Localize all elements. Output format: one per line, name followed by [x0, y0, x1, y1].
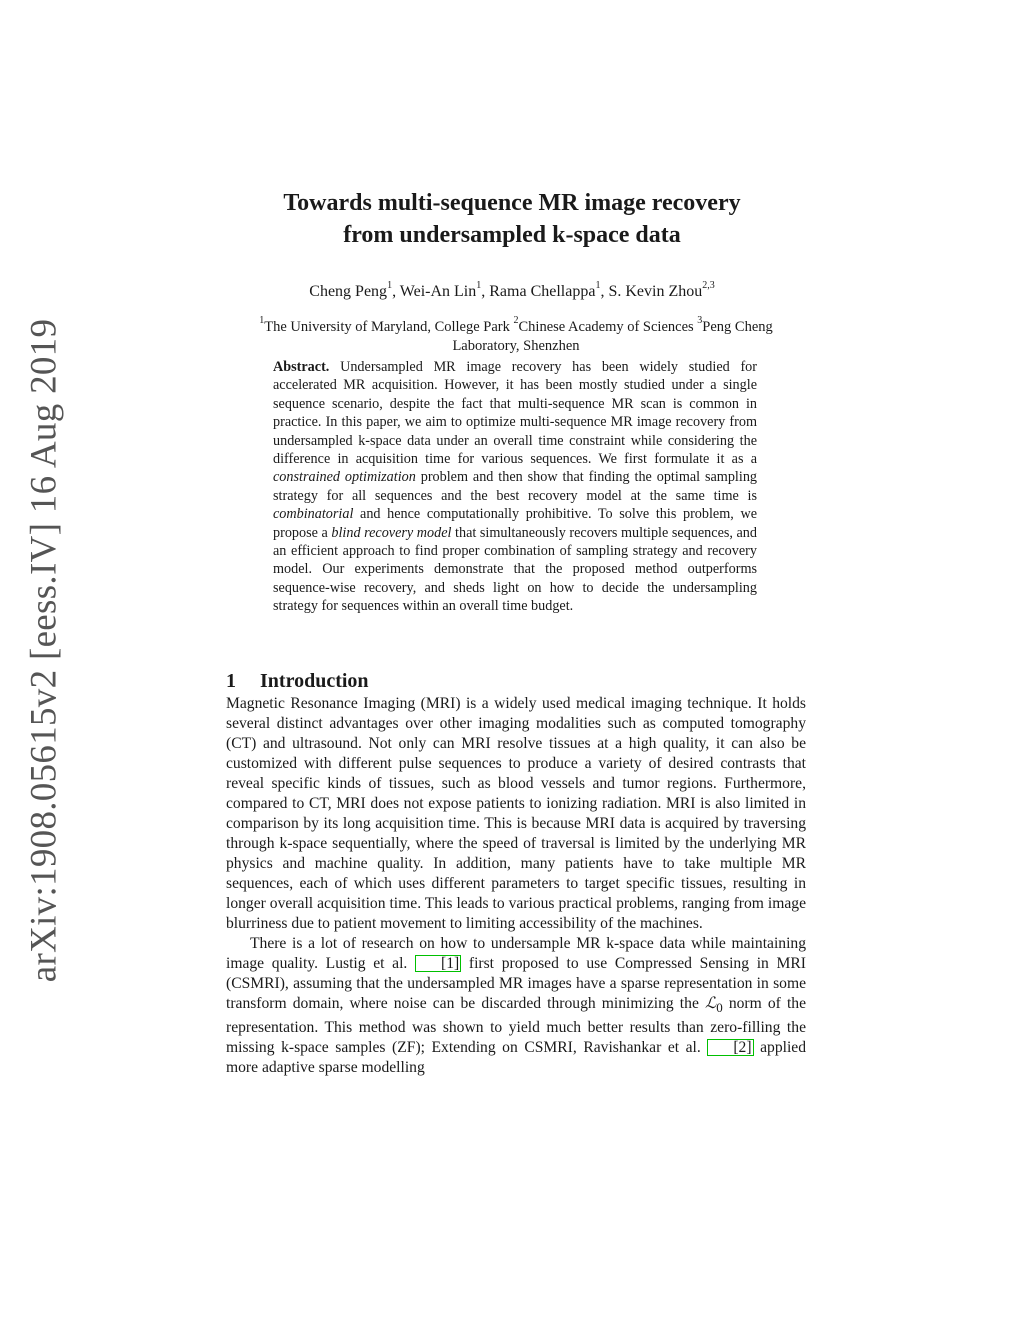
abstract: [273, 358, 757, 616]
affiliations: [230, 315, 802, 356]
paper-title: [0, 187, 1024, 251]
author-name: Cheng Peng: [309, 283, 388, 300]
abstract-emphasis: combinatorial: [273, 506, 354, 523]
section-number: 1: [226, 670, 236, 692]
author-sup: 1: [387, 279, 393, 291]
section-heading: [226, 670, 369, 693]
title-line-2: from undersampled k-space data: [343, 222, 681, 248]
body-text: [226, 694, 806, 1078]
title-line-1: Towards multi-sequence MR image recovery: [283, 190, 741, 216]
norm-symbol: ℒ: [704, 995, 717, 1012]
abstract-text: that simultaneously recovers multiple sequences, and an efficient approach to find proper combination of sampling strategy and recovery model. Our experiments demonstrate that the proposed method outperforms sequence-wise recovery, and sheds light on how to decide the undersampling strategy for sequences within an overall time budget.: [273, 524, 757, 615]
section-title: Introduction: [260, 670, 369, 692]
abstract-text: problem and then show that finding the optimal sampling strategy for all sequences and the best recovery model at the same time is: [273, 469, 758, 504]
abstract-emphasis: constrained optimization: [273, 469, 416, 486]
affil-sup: 1: [259, 315, 265, 327]
norm-subscript: 0: [716, 1000, 723, 1016]
paragraph-text: applied more adaptive sparse modelling: [226, 1039, 807, 1077]
affil-sup: 3: [697, 315, 703, 327]
author-name: Wei-An Lin: [399, 283, 477, 300]
citation-link[interactable]: [2]: [707, 1039, 753, 1056]
abstract-text: and hence computationally prohibitive. To solve this problem, we propose a: [273, 506, 757, 541]
paragraph-2: [226, 934, 806, 1078]
author-sup: 1: [476, 279, 482, 291]
author-list: Cheng Peng$^1$, Wei-An Lin$^1$, Rama Chellappa$^1$, S. Kevin Zhou$^{2,3}$: [309, 279, 715, 300]
author-name: Rama Chellappa: [489, 283, 596, 300]
arxiv-identifier: arXiv:1908.05615v2 [eess.IV] 16 Aug 2019: [23, 318, 65, 982]
paragraph-text: first proposed to use Compressed Sensing in MRI (CSMRI), assuming that the undersampled MR images have a sparse representation in some transform domain, where noise can be discarded through minimizing the: [226, 955, 806, 1012]
affiliation-1: The University of Maryland, College Park: [264, 319, 514, 335]
paragraph-1: Magnetic Resonance Imaging (MRI) is a widely used medical imaging technique. It holds several distinct advantages over other imaging modalities such as computed tomography (CT) and ultrasound. Not only can MRI resolve tissues at a high quality, it can also be customized with different pulse sequences to produce a variety of desired contrasts that reveal specific kinds of tissues, such as blood vessels and tumor regions. Furthermore, compared to CT, MRI does not expose patients to ionizing radiation. MRI is also limited in comparison by its long acquisition time. This is because MRI data is acquired by traversing through k-space sequentially, where the speed of traversal is limited by the underlying MR physics and machine quality. In addition, many patients have to take multiple MR sequences, each of which uses different parameters to target specific tissues, resulting in longer overall acquisition time. This leads to various practical problems, ranging from image blurriness due to patient movement to limiting accessibility of the machines.: [226, 695, 806, 932]
citation-link[interactable]: [1]: [415, 955, 461, 972]
affiliation-2: Chinese Academy of Sciences: [518, 319, 698, 335]
author-name: S. Kevin Zhou: [608, 283, 703, 300]
author-sup: 2,3: [702, 279, 715, 291]
abstract-emphasis: blind recovery model: [331, 524, 452, 541]
affil-sup: 2: [513, 315, 519, 327]
arxiv-sidebar: [22, 318, 66, 982]
author-sup: 1: [595, 279, 601, 291]
abstract-text: Undersampled MR image recovery has been widely studied for accelerated MR acquisition. However, it has been mostly studied under a single sequence scenario, despite the fact that multi-sequence MR scan is common in practice. In this paper, we aim to optimize multi-sequence MR image recovery from undersampled k-space data under an overall time constraint while considering the difference in acquisition time for various sequences. We first formulate it as a: [273, 359, 757, 468]
abstract-label: Abstract.: [273, 359, 330, 375]
affiliation-3: Peng Cheng Laboratory, Shenzhen: [452, 319, 773, 354]
paragraph-text: norm of the representation. This method was shown to yield much better results than zero-filling the missing k-space samples (ZF); Extending on CSMRI, Ravishankar et al.: [226, 995, 807, 1057]
paragraph-text: There is a lot of research on how to undersample MR k-space data while maintaining image quality. Lustig et al.: [226, 935, 806, 972]
